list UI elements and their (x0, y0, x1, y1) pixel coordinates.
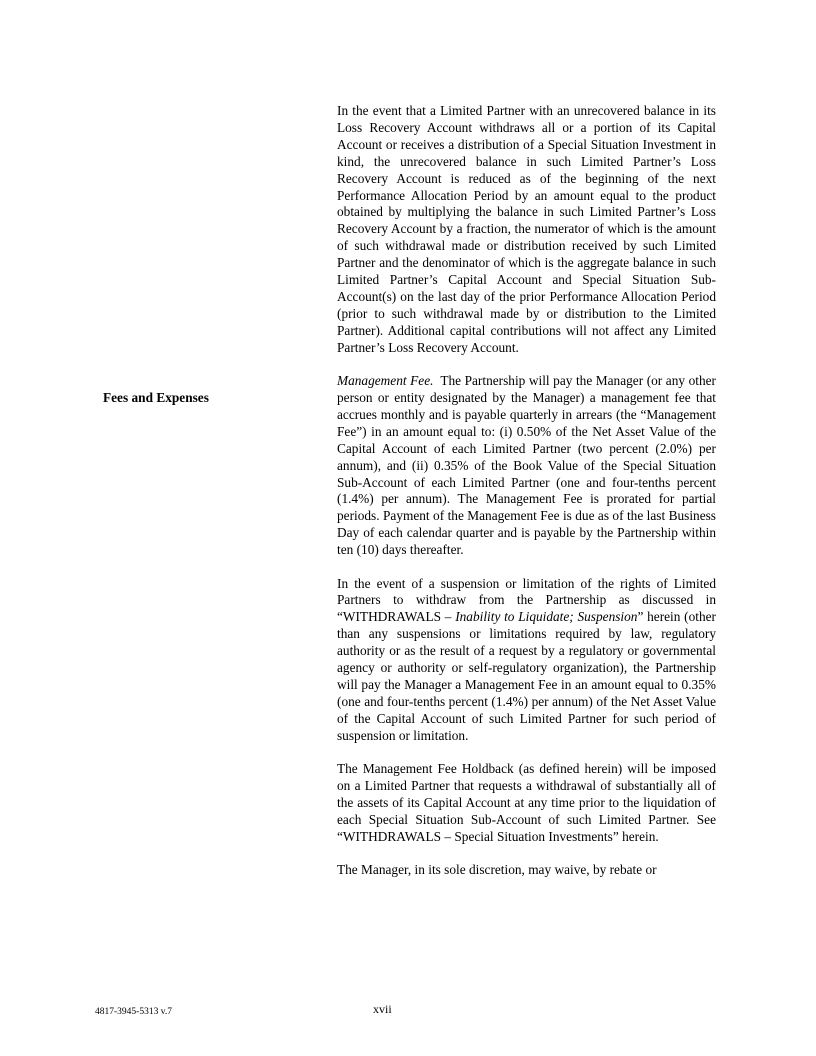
section-label-fees-and-expenses: Fees and Expenses (103, 390, 209, 405)
suspension-paragraph (337, 576, 716, 745)
page-number: xvii (373, 1002, 392, 1016)
management-fee-paragraph (337, 373, 716, 559)
management-fee-text: The Partnership will pay the Manager (or any other person or entity designated by the Manager) a management fee that accrues monthly and is payable quarterly in arrears (the “Management Fee”) in an amount equal to: (i) 0.50% of the Net Asset Value of the Capital Account of each Limited Partner (two percent (2.0%) per annum), and (ii) 0.35% of the Book Value of the Special Situation Sub-Account of each Limited Partner (one and four-tenths percent (1.4%) per annum). The Management Fee is prorated for partial periods. Payment of the Management Fee is due as of the last Business Day of each calendar quarter and is payable by the Partnership within ten (10) days thereafter. (337, 373, 716, 558)
loss-recovery-paragraph: In the event that a Limited Partner with an unrecovered balance in its Loss Recovery Account withdraws all or a portion of its Capital Account or receives a distribution of a Special Situation Investment in kind, the unrecovered balance in such Limited Partner’s Loss Recovery Account is reduced as of the beginning of the next Performance Allocation Period by an amount equal to the product obtained by multiplying the balance in such Limited Partner’s Loss Recovery Account by a fraction, the numerator of which is the amount of such withdrawal made or distribution received by such Limited Partner and the denominator of which is the aggregate balance in such Limited Partner’s Capital Account and Special Situation Sub-Account(s) on the last day of the prior Performance Allocation Period (prior to such withdrawal made by or distribution to the Limited Partner). Additional capital contributions will not affect any Limited Partner’s Loss Recovery Account. (337, 103, 716, 355)
body-column (337, 103, 716, 896)
suspension-text-after: ” herein (other than any suspensions or limitations required by law, regulatory authority or as the result of a request by a regulatory or governmental agency or authority or self-regulatory organization), the Partnership will pay the Manager a Management Fee in an amount equal to 0.35% (one and four-tenths percent (1.4%) per annum) of the Net Asset Value of the Capital Account of such Limited Partner for such period of suspension or limitation. (337, 609, 716, 743)
suspension-text-before: In the event of a suspension or limitation of the rights of Limited Partners to withdraw from the Partnership as discussed in “WITHDRAWALS – (337, 575, 716, 625)
holdback-paragraph: The Management Fee Holdback (as defined herein) will be imposed on a Limited Partner that requests a withdrawal of substantially all of the assets of its Capital Account at any time prior to the liquidation of each Special Situation Sub-Account of such Limited Partner. See “WITHDRAWALS – Special Situation Investments” herein. (337, 761, 716, 844)
waiver-paragraph: The Manager, in its sole discretion, may waive, by rebate or (337, 862, 657, 878)
management-fee-heading: Management Fee. (337, 373, 434, 389)
footer-document-id: 4817-3945-5313 v.7 (95, 1007, 172, 1017)
suspension-italic-ref: Inability to Liquidate; Suspension (455, 609, 638, 625)
